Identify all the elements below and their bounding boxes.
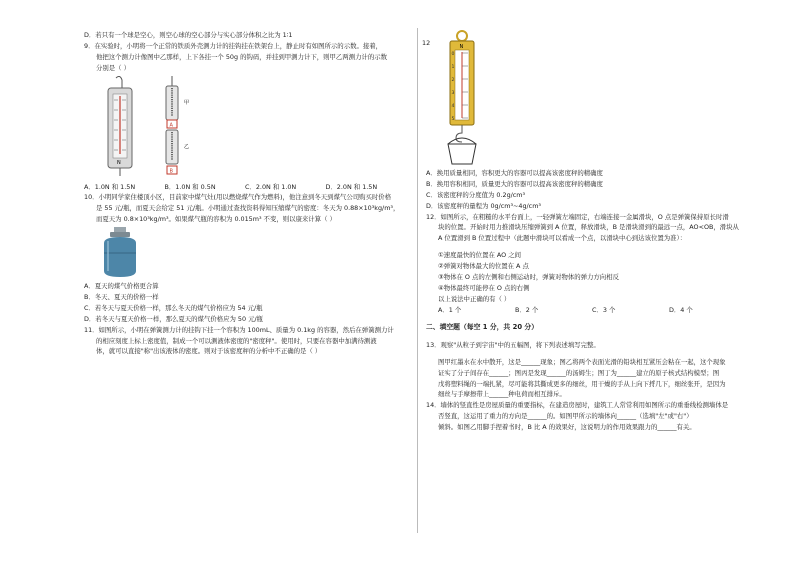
q11-option-a: A．换用质量相同，容积更大的容器可以提高该密度秤的精确度 [426,169,603,177]
q12-line-2: 块的位置。开始时用力推滑块压缩弹簧到 A 位置，释放滑块，B 是滑块滑到的最远一点，AO<OB，滑块从 [438,223,739,232]
q12-line-3: A 位置滑到 B 位置过程中（此题中滑块可以看成一个点，以滑块中心到达该位置为准）： [438,234,687,243]
prev-question-option-d: D．若只有一个球是空心，则空心球的空心部分与实心部分体积之比为 1∶1 [84,31,293,39]
q9-option-a: A．1.0N 和 1.5N [84,182,136,191]
tick-4: 4 [451,104,455,109]
gas-cylinder-icon [100,227,140,279]
gas-cylinder-figure [100,227,406,279]
density-unit-n-label: N [459,44,464,50]
q14-line-2: 否竖直，这运用了重力的方向是______的。如图甲所示的墙体向______（选填"左"或"右"） [438,412,693,421]
q12-statement-1: ①速度最快的位置在 AO 之间 [438,251,521,260]
q14-line-1: 14．墙体的竖直性是房屋质量的重要指标，在建造房屋时，建筑工人常常利用如图所示的重垂线检测墙体是 [426,401,729,410]
q10-option-a: A．夏天的煤气价格更合算 [84,282,159,291]
q10-line-2: 是 55 元/瓶，而夏天会给定 51 元/瓶。小明通过查找资料得知压缩煤气的密度：冬天为 0.88×10³kg/m³， [96,204,400,213]
q11-line-3: 体，就可以直接"称"出该液体的密度。则对于该密度秤的分析中不正确的是（ ） [96,347,322,356]
q9-label-yi: 乙 [184,143,190,150]
section-2-title: 二、填空题（每空 1 分，共 20 分） [426,322,539,331]
q12-line-1: 12．如图所示，在粗糙的水平台面上，一轻弹簧左端固定，右端连接一金属滑块，O 点是弹簧保持原长时滑 [426,212,729,221]
question-9 [84,41,406,193]
q11-option-c: C．该密度秤的分度值为 0.2g/cm³ [426,190,526,199]
tick-2: 2 [451,78,455,83]
q14-line-3: 倾斜。如图乙用脚手捏着书时，B 比 A 的效果好，这说明力的作用效果跟力的______有关。 [438,423,696,432]
q12-option-a: A．1 个 [438,305,462,314]
q9-option-d: D．2.0N 和 1.5N [325,182,378,191]
q11-figure-area [422,30,746,168]
question-12 [426,212,746,316]
q9-option-c: C．2.0N 和 1.0N [245,182,297,191]
q9-weight-a-label: A [169,122,173,129]
q12-options [426,305,746,316]
q12-statement-4: ④物体最终可能停在 O 点的右侧 [438,283,530,292]
question-11 [84,325,406,358]
q10-option-d: D．若冬天与夏天价格一样，那么夏天的煤气价格应为 50 元/瓶 [84,314,264,323]
q10-line-1: 10．小明同学家住楼顶小区，目前家中煤气灶(用以燃烧煤气作为燃料)，他注意到冬天到煤气公司购买时价格 [84,193,392,202]
q11-option-d: D．该密度秤的量程为 0g/cm³~4g/cm³ [426,201,541,210]
q13-intro: 13．观察"从粒子到宇宙"中的五幅图，将下列表述填写完整。 [426,340,600,349]
q11-option-b: B．换用容积相同，质量更大的容器可以提高该密度秤的精确度 [426,179,603,188]
q12-option-c: C．3 个 [592,305,616,314]
tick-3: 3 [451,91,455,96]
q9-unit-n-label: N [117,159,121,166]
q12-ask: 以上说法中正确的有（ ） [438,294,511,303]
q10-option-b: B．冬天、夏天的价格一样 [84,293,159,302]
tick-5: 5 [451,117,455,122]
q12-statement-2: ②弹簧对物体最大的位置在 A 点 [438,262,529,271]
q13-line-3: 戊将塑料绳的一端扎紧，尽可能将其撕成更多的细丝，用干燥的手从上向下捋几下，细丝张开，是因为 [438,379,726,388]
q13-line-2: 证实了分子间存在______；图丙是发现______的汤姆生；图丁为______建立的原子核式结构模型；图 [438,368,720,377]
q11-figure-number: 12 [422,39,431,47]
tick-1: 1 [451,65,455,70]
q13-line-4: 细丝与手摩擦带上______种电荷而相互排斥。 [438,390,566,399]
q9-options [84,182,406,193]
q11-line-1: 11．如图所示，小明在弹簧测力计的挂钩下挂一个容积为 100mL、质量为 0.1kg 的容器，然后在弹簧测力计 [84,325,394,334]
q12-statement-3: ③物体在 O 点的左侧和右侧运动时，弹簧对物体的弹力方向相反 [438,273,619,282]
density-scale-figure [432,30,492,166]
left-column [84,30,406,357]
q9-weight-b-label: B [169,168,173,175]
tick-0: 0 [451,52,455,57]
q10-option-c: C．若冬天与夏天价格一样，那么冬天的煤气价格应为 54 元/瓶 [84,303,263,312]
q9-option-b: B．1.0N 和 0.5N [164,182,216,191]
q12-option-d: D．4 个 [669,305,693,314]
question-14 [426,400,746,433]
q9-line-2: 他把这个测力计像图中乙那样，上下各挂一个 50g 的钩码，并挂到甲测力计下，则甲乙两测力计的示数 [96,52,388,61]
q9-label-jia: 甲 [184,99,190,106]
question-10 [84,192,406,324]
q9-line-1: 9．在实验时，小明将一个正常的铁质外壳测力计的挂钩挂在铁架台上，静止时有如图所示的示数。接着， [84,41,383,50]
q9-figure [98,76,406,180]
q13-line-1: 图甲红墨水在水中散开，这是______现象；图乙将两个表面光滑的铅块相互紧压会粘在一起，这个现象 [438,357,726,366]
right-column [422,30,746,433]
column-divider [417,28,418,533]
q12-option-b: B．2 个 [515,305,539,314]
q9-line-3: 分别是（ ） [96,63,130,72]
q11-line-2: 的相应刻度上标上密度值，制成一个可以测液体密度的"密度秤"。使用时，只要在容器中加满待测液 [96,336,377,345]
question-13 [426,340,746,400]
q10-line-3: 而夏天为 0.8×10³kg/m³。如果煤气瓶的容积为 0.015m³ 不变，则以康来计算（ ） [96,215,336,224]
spring-scale-figure-9 [98,76,228,180]
